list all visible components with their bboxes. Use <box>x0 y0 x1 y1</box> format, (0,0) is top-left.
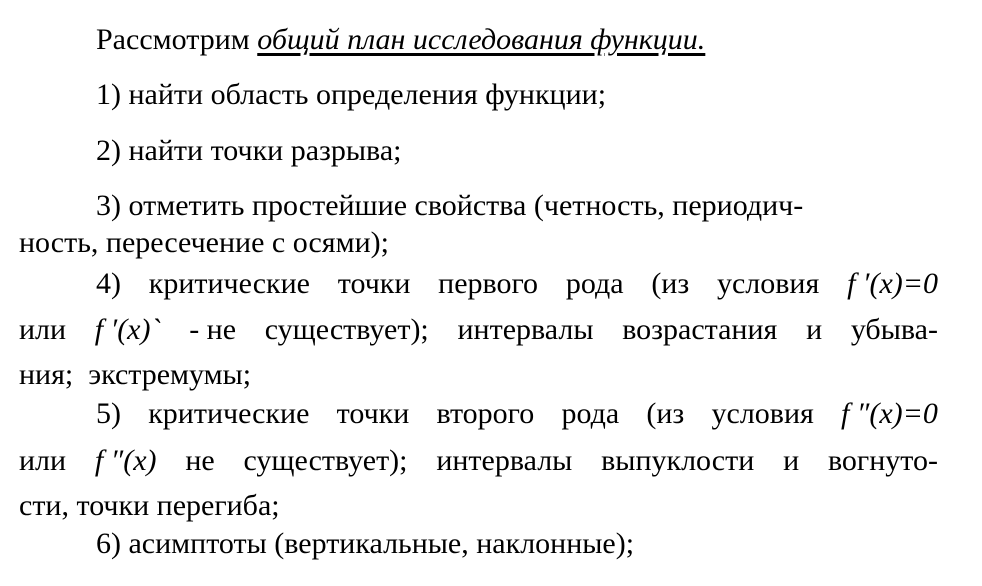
word: вогнуто- <box>827 444 938 477</box>
list-item-5-line-2 <box>19 443 938 479</box>
word: (из <box>651 267 690 300</box>
list-item-5-line-3: сти, точки перегиба; <box>19 489 280 522</box>
word: точки <box>336 397 410 430</box>
word: и <box>783 444 800 477</box>
list-item-1: 1) найти область определения функции; <box>96 78 607 111</box>
word: 5) <box>96 397 121 430</box>
list-item-5-line-1 <box>96 396 938 432</box>
list-item-3-line-2: ность, пересечение с осями); <box>19 226 389 259</box>
intro-emphasis: общий план исследования функции. <box>257 23 706 56</box>
list-item-6: 6) асимптоты (вертикальные, наклонные); <box>96 527 635 560</box>
word: существует); <box>243 444 408 477</box>
word: не <box>185 444 215 477</box>
intro-lead: Рассмотрим <box>96 23 258 56</box>
list-item-4-line-3: ния; экстремумы; <box>19 358 252 391</box>
word: точки <box>337 267 411 300</box>
word: интервалы <box>436 444 573 477</box>
word: 4) <box>96 267 121 300</box>
derivative-formula: f ′(x)=0 <box>847 267 938 300</box>
word: или <box>19 444 67 477</box>
list-item-4-line-2 <box>19 312 938 348</box>
word: рода <box>565 267 624 300</box>
second-derivative-formula: f ″(x) <box>94 444 157 477</box>
second-derivative-formula: f ″(x)=0 <box>841 397 938 430</box>
list-item-3-line-1: 3) отметить простейшие свойства (четность, периодич- <box>96 189 804 222</box>
word: (из <box>646 397 685 430</box>
word: критические <box>148 397 310 430</box>
word: условия <box>711 397 814 430</box>
intro-line <box>96 22 705 58</box>
word: убыва- <box>850 313 938 346</box>
word: первого <box>438 267 539 300</box>
word: рода <box>561 397 620 430</box>
word: и <box>806 313 823 346</box>
word: критические <box>148 267 310 300</box>
word: интервалы <box>457 313 594 346</box>
list-item-4-line-1 <box>96 266 938 302</box>
word: возрастания <box>622 313 778 346</box>
word: условия <box>716 267 820 300</box>
list-item-2: 2) найти точки разрыва; <box>96 134 402 167</box>
word: второго <box>436 397 535 430</box>
word: существует); <box>264 313 429 346</box>
derivative-formula: f ′(x)` <box>94 313 161 346</box>
word: - не <box>189 313 237 346</box>
word: выпуклости <box>601 444 755 477</box>
word: или <box>19 313 67 346</box>
